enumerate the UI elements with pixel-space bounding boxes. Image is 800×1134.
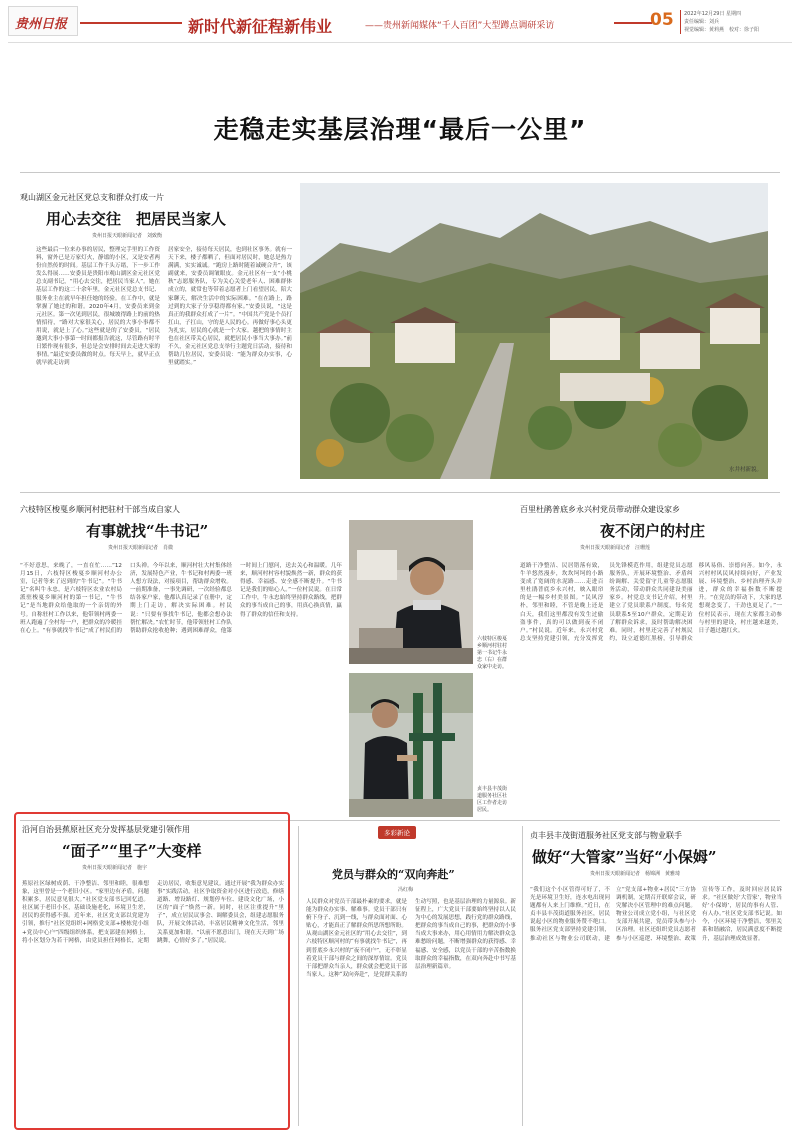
section-subtitle: ——贵州新闻媒体“千人百团”大型蹲点调研采访 [365, 21, 555, 31]
article-3 [520, 498, 782, 806]
article-1-title: 用心去交往 把居民当家人 [46, 210, 227, 228]
equipment-photo [349, 673, 473, 817]
newspaper-logo: 贵州日报 [15, 17, 68, 32]
article-6-body: “我们这个小区管得可好了，不光是环境卫生好，连水电出现问题都有人来上门维修。”近日，在贞丰县丰茂街道服务社区，居民说起小区的物业服务赞不绝口。服务社区党支部坚持党建引领，推动社区与物业公司联动，建立“党支部+物业+居民”三方协调机制，定期召开联席会议，研究解决小区管理中的难点问题。物业公司成立党小组，与社区党支部开展共建，党员带头参与小区治理。社区还组织党员志愿者参与小区巡逻、环境整治、政策宣传等工作，及时回应居民诉求。“社区做好‘大管家’，物业当好‘小保姆’，居民的事有人管、有人办。”社区党支部书记说。如今，小区环境干净整洁，邻里关系和谐融洽，居民满意度不断提升，基层治理成效显著。 [530, 887, 782, 942]
article-2-body: “不好意思，来晚了，一直在忙……”12月15日，六枝特区梭戛乡顺河村办公室，记者等来了迟到的“牛书记”。“牛书记”名叫牛永忠，是六枝特区农业农村局派驻梭戛乡顺河村的第一书记，“牛书记”是当地群众给他取的一个亲切的外号。自称驻村工作以来，他带领村两委一班人跑遍了全村每一户，把群众的冷暖挂在心上。“有事就找牛书记”成了村民们的口头禅。今年以来，顺河村壮大村集体经济，发展特色产业，牛书记和村两委一班人想方设法，对接项目，帮助群众增收。一前期准备，一事先调研，一次经验都总结各家户家，他都认真记录了在册中，定期上门走访，解决实际困难。村民说：“只要有事找牛书记，他都会想办法帮忙解决。”农忙时节，他带领驻村工作队帮助群众抢收抢种；遇到困难群众，他第一时间上门慰问，送去关心和温暖。几年来，顺河村村容村貌焕然一新，群众的获得感、幸福感、安全感不断提升。“牛书记是我们的贴心人。”一位村民说。在日常工作中，牛永忠始终坚持群众路线，把群众的事当成自己的事，用真心换真情，赢得了群众的信任和支持。 [20, 563, 342, 634]
column-rule-1 [298, 826, 299, 1126]
article-5-body: 人民群众对党员干部最朴素的要求，就是能为群众办实事、解难事。党员干部只有俯下身子、沉到一线，与群众面对面、心贴心，才能真正了解群众所思所想所盼。从观山湖区金元社区的“用心去交往”，到六枝特区顺河村的“有事就找牛书记”，再到普底乡永兴村的“夜不闭户”，无不彰显着党员干部与群众之间的深厚情谊。党员干部把群众当亲人，群众就会把党员干部当家人。这种“双向奔赴”，是党群关系的生动写照，也是基层治理的力量源泉。新征程上，广大党员干部要始终坚持以人民为中心的发展思想，践行党的群众路线，把群众的事当成自己的事，把群众的小事当成大事来办，用心用情用力解决群众急难愁盼问题，不断增强群众的获得感、幸福感、安全感，以党员干部的辛苦指数换取群众的幸福指数，在双向奔赴中书写基层治理新篇章。 [306, 899, 516, 978]
article-2 [20, 498, 342, 806]
article-5-byline: 冯红梅 [398, 887, 414, 893]
column-rule-2 [522, 826, 523, 1126]
article-6-title: 做好“大管家”当好“小保姆” [532, 848, 717, 866]
article-1-kicker: 观山湖区金元社区党总支和群众打成一片 [20, 193, 164, 202]
village-photo [300, 183, 768, 479]
header-rule-left [80, 22, 182, 24]
issue-date: 2022年12月29日 星期四 [684, 11, 742, 17]
article-3-title: 夜不闭户的村庄 [600, 522, 706, 540]
village-photo-art [300, 183, 768, 479]
article-3-body: 道路干净整洁、民居错落有致，牛羊悠然漫步，坎坎坷坷的小路变成了宽阔的水泥路……走进百里杜鹃普底乡永兴村，映入眼帘的是一幅乡村美景图。“民风淳朴，邻里和睦，不管是晚上还是白天，我们这里都没有发生过偷盗事件，真的可以做到夜不闭户。”村民说。近年来，永兴村党总支坚持党建引领，充分发挥党员先锋模范作用，组建党员志愿服务队，开展环境整治、矛盾纠纷调解、关爱留守儿童等志愿服务活动，带动群众共同建设美丽家乡。村党总支书记介绍，村里建立了党员联系户制度，每名党员联系5至10户群众，定期走访了解群众诉求，及时帮助解决困难。同时，村里还完善了村规民约，设立道德红黑榜，引导群众移风易俗、崇德向善。如今，永兴村村风民风持续向好，产业发展、环境整治、乡村治理齐头并进，群众的幸福指数不断提升。“在党员的带动下，大家的思想观念变了，干劲也更足了。”一位村民表示，现在大家都主动参与村里的建设，村庄越来越美，日子越过越红火。 [520, 563, 782, 642]
article-3-byline: 贵州日报天眼新闻记者 汪珊莲 [580, 545, 651, 551]
header-rule-right [614, 22, 652, 24]
article-1-byline: 贵州日报天眼新闻记者 刘致衡 [92, 233, 163, 239]
article-1-body-a: 这些最后一位来办事的居民，整理完手里的工作资料，窗外已是万家灯火，静谧的小区，又是安者两份自然传的时间。基层工作千头万绪，下一步工作发么得展……安委员是贵阳市观山湖区金元社区党总支副书记，“用心去交往，把居民当家人”。她在基层工作的这二十余年里，金元社区党总支书记、服务业主在就早年担任她的经验。在工作中，就是掌握了她过的和谐。2020年4月，安委员来到金元社区。第一次见到居民，很城坡得路上的前的热情招待，“路对大家很关心，居民的大事小事都不用说，就是上了心。”这些就是的了安委员，“居民邀到大事小事第一时间都报告就这，尽管路有时平日繁作现有很多，但总是会安排时间去走进大家的事情。”最近安委员做的时点。每天早上，就早正点就早就走访到 [36, 247, 160, 367]
article-1 [20, 188, 292, 466]
section-rule-1 [20, 492, 780, 493]
article-2-kicker: 六枝特区梭戛乡顺河村把驻村干部当成自家人 [20, 505, 180, 514]
article-4-byline: 贵州日报天眼新闻记者 施宇 [82, 865, 148, 871]
page-number: 05 [650, 10, 674, 30]
photo-1-caption: 水井村新貌。 [728, 467, 762, 473]
article-4-kicker: 沿河自治县蕉原社区充分发挥基层党建引领作用 [22, 825, 190, 834]
article-5-title: 党员与群众的“双向奔赴” [332, 868, 455, 881]
article-3-kicker: 百里杜鹃普底乡永兴村党员带动群众建设家乡 [520, 505, 680, 514]
desk-photo-art [349, 520, 473, 664]
article-4 [22, 820, 284, 1120]
header-bottom-rule [8, 42, 792, 43]
article-5 [306, 826, 516, 1126]
article-6-byline: 贵州日报天眼新闻记者 杨锦洲 黄雅琦 [590, 871, 681, 877]
article-1-body-b: 居家安全，接待每天居民，也到社区事务。就有一天下来，楼子都晒了，但面对居民时，她总是热力满满，实实诚诚。“跑房上路时随着诚硬合升”，该副就来，安委员调皱眼皮。金元社区有一支“小桃秋”志愿服务队，专为关心关爱老年人、困难群体成立的，就常也等带着志愿者上门看望居民，陪大家聊天，解决生活中的实际困难。“在在路上，路过到的大家子分享稳得都有家。”安委员说，“这是真正的我群众打成了一片”。“中国共产党是个员打扛山，子扛山，守的是人民的心。再做好事心头更为扎实，居民的心就是一个大家。越把的事情时主也在社区带关心居民，就把居民小事当大事办。”前不久，金元社区党总支举行主题党日活动，接待和帮助几位居民，安委员说：“能为群众办实事，心里就踏实。” [168, 247, 292, 367]
section-title: 新时代新征程新伟业 [188, 17, 333, 36]
main-headline: 走稳走实基层治理“最后一公里” [213, 115, 587, 144]
article-2-title: 有事就找“牛书记” [86, 522, 209, 540]
header-bar [0, 0, 800, 76]
commentary-label: 多彩新论 [378, 826, 416, 839]
article-2-byline: 贵州日报天眼新闻记者 肖微 [108, 545, 174, 551]
article-6 [530, 826, 782, 1126]
headline-rule [20, 172, 780, 173]
article-4-title: “面子”“里子”大变样 [62, 842, 202, 860]
article-4-body: 蕉原社区绿树成荫、干净整洁、邻里和睦，很难想象，这里曾是一个老旧小区。“家里边有矛盾，问题积累多，居民意见很大。”社区党支部书记回忆道。社区属于老旧小区，基础设施老化，环境卫生差，居民的获得感不强。近年来，社区党支部以党建为引领，推行“社区党组织+网格党支部+楼栋党小组+党员中心户”四级组织体系，把支部建在网格上，将小区划分为若干网格，由党员担任网格长，定期走访居民，收集意见建议。通过开展“我为群众办实事”实践活动，社区争取资金对小区进行改造，修缮道路、增设路灯、规划停车位、建设文化广场，小区的“面子”焕然一新。同时，社区注重提升“里子”，成立居民议事会、调解委员会，组建志愿服务队，开展文体活动，丰富居民精神文化生活，邻里关系更加和谐。“以前不愿意出门，现在天天到广场跳舞，心情好多了。”居民说。 [22, 881, 284, 944]
photo-3-caption: 贞丰县丰茂街道服务社区社区工作者走访居民。 [477, 786, 508, 813]
visual-editor: 视觉编辑：黄莉燕 校对：徐子阳 [684, 27, 760, 33]
header-logo-box [8, 6, 78, 36]
responsible-editor: 责任编辑：刘兵 [684, 19, 720, 25]
photo-2-caption: 六枝特区梭戛乡顺河村驻村第一书记牛永忠（右）在群众家中走访。 [477, 636, 508, 670]
equipment-photo-art [349, 673, 473, 817]
article-6-kicker: 贞丰县丰茂街道服务社区党支部与物业联手 [530, 831, 682, 840]
desk-photo [349, 520, 473, 664]
header-divider [680, 10, 681, 34]
